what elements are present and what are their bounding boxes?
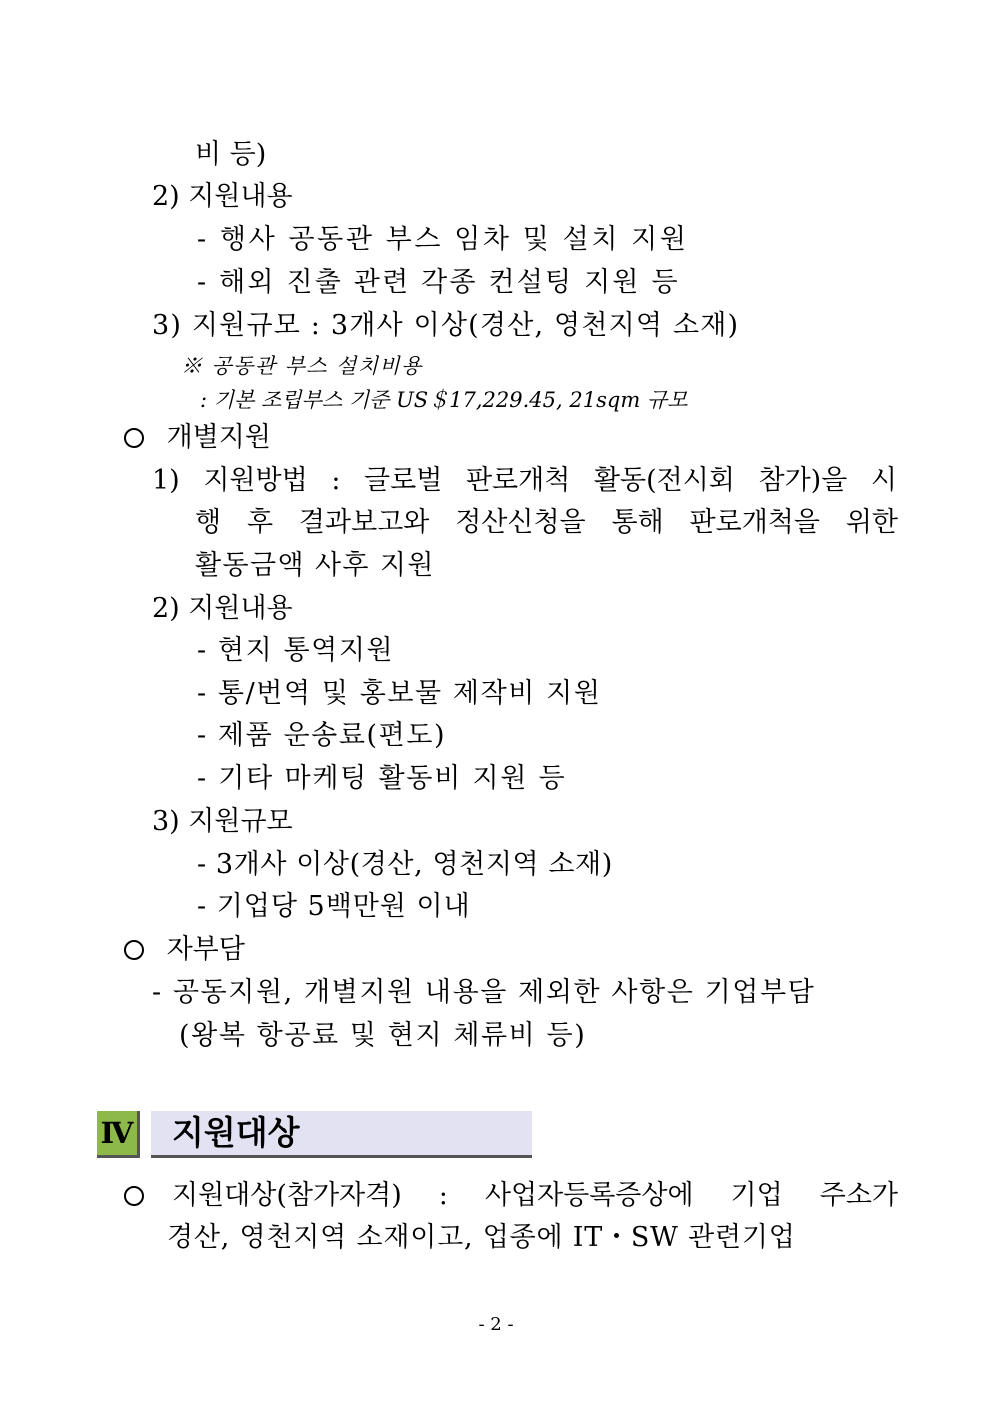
paragraph-line: 지원대상(참가자격) : 사업자등록증상에 기업 주소가	[172, 1180, 898, 1211]
circle-bullet-icon	[124, 428, 144, 448]
sub-heading: 3) 지원규모	[152, 806, 293, 837]
bullet-heading	[124, 933, 245, 967]
text-line: 비 등)	[195, 139, 267, 170]
circle-bullet-icon	[124, 940, 144, 960]
list-item: - 해외 진출 관련 각종 컨설팅 지원 등	[197, 267, 680, 298]
note-line: : 기본 조립부스 기준 US＄17,229.45, 21sqm 규모	[200, 388, 688, 412]
list-item: - 기타 마케팅 활동비 지원 등	[197, 763, 567, 794]
bullet-heading-label: 개별지원	[166, 422, 271, 453]
sub-heading: 2) 지원내용	[152, 593, 293, 624]
paragraph-line: 활동금액 사후 지원	[195, 550, 435, 581]
paragraph-line: 행 후 결과보고와 정산신청을 통해 판로개척을 위한	[195, 507, 898, 538]
list-item: - 현지 통역지원	[197, 635, 395, 666]
section-title: 지원대상	[172, 1113, 300, 1152]
list-item: - 기업당 5백만원 이내	[197, 891, 471, 922]
bullet-heading-label: 자부담	[166, 934, 245, 965]
list-item: - 제품 운송료(편도)	[197, 720, 447, 751]
note-line: ※ 공동관 부스 설치비용	[181, 354, 423, 378]
circle-bullet-icon	[124, 1186, 144, 1206]
text-line: (왕복 항공료 및 현지 체류비 등)	[179, 1020, 587, 1051]
bullet-heading	[124, 421, 271, 455]
list-item: - 3개사 이상(경산, 영천지역 소재)	[197, 849, 613, 880]
section-number-badge: Ⅳ	[97, 1111, 140, 1158]
page-number: - 2 -	[478, 1314, 514, 1335]
sub-heading: 2) 지원내용	[152, 181, 293, 212]
list-item: - 행사 공동관 부스 임차 및 설치 지원	[197, 224, 689, 255]
list-item: - 통/번역 및 홍보물 제작비 지원	[197, 678, 602, 709]
bullet-paragraph	[124, 1179, 144, 1213]
paragraph-line: 경산, 영천지역 소재이고, 업종에 IT・SW 관련기업	[167, 1222, 796, 1253]
sub-heading: 3) 지원규모 : 3개사 이상(경산, 영천지역 소재)	[152, 310, 740, 341]
list-item: - 공동지원, 개별지원 내용을 제외한 사항은 기업부담	[152, 977, 816, 1008]
paragraph-line: 1) 지원방법 : 글로벌 판로개척 활동(전시회 참가)을 시	[152, 465, 897, 496]
